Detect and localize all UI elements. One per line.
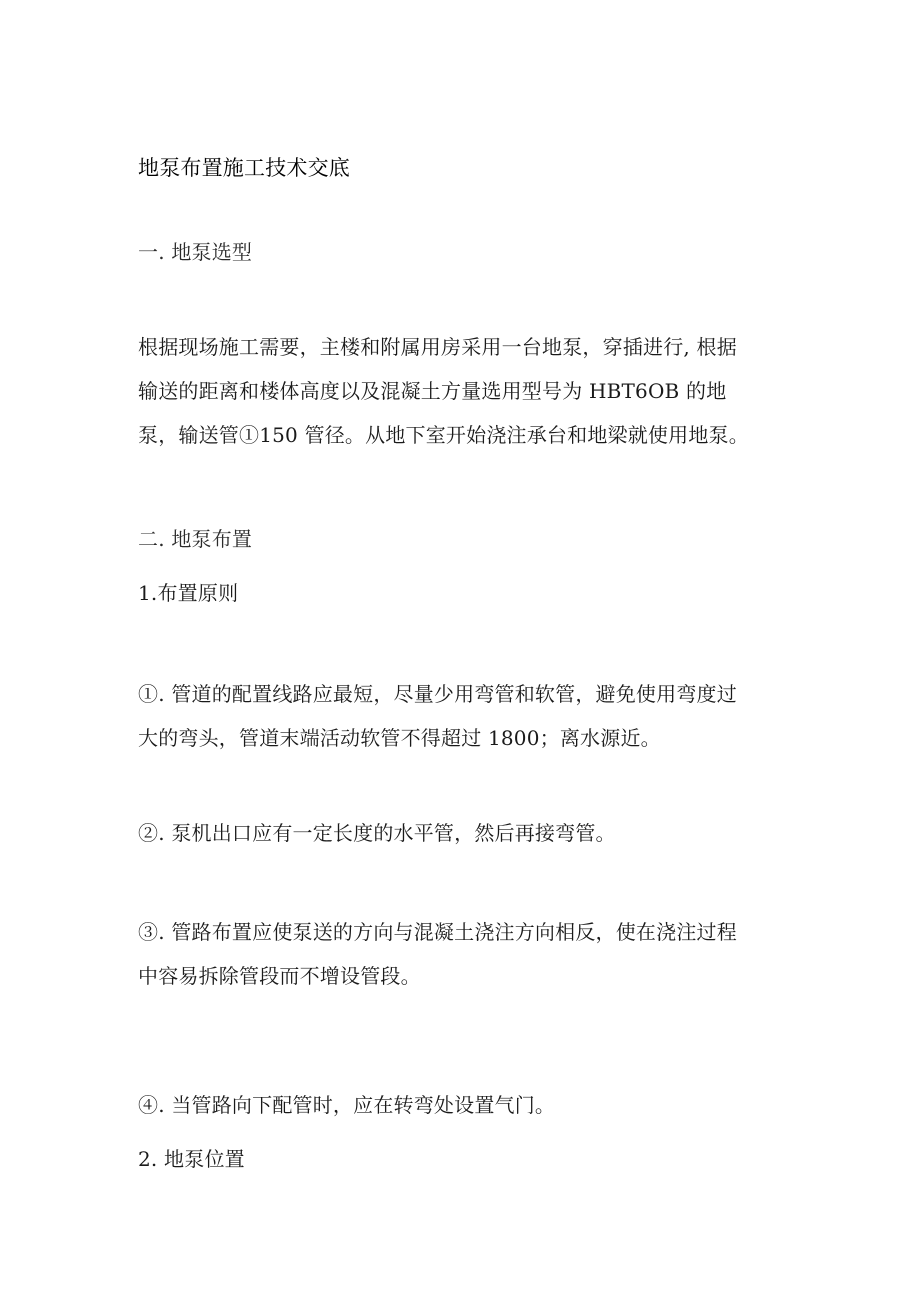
section-heading-pump-layout: 二. 地泵布置 [138, 527, 253, 551]
paragraph-line: 中容易拆除管段而不增设管段。 [138, 964, 421, 988]
section-heading-pump-selection: 一. 地泵选型 [138, 240, 253, 264]
paragraph-line: 泵，输送管①150 管径。从地下室开始浇注承台和地梁就使用地泵。 [138, 423, 749, 447]
paragraph-line: 根据现场施工需要，主楼和附属用房采用一台地泵，穿插进行, 根据 [138, 335, 737, 359]
paragraph-line: ①. 管道的配置线路应最短，尽量少用弯管和软管，避免使用弯度过 [138, 682, 737, 706]
document-title: 地泵布置施工技术交底 [138, 156, 350, 180]
paragraph-line: 输送的距离和楼体高度以及混凝土方量选用型号为 HBT6OB 的地 [138, 379, 727, 403]
paragraph-line: ③. 管路布置应使泵送的方向与混凝土浇注方向相反，使在浇注过程 [138, 920, 737, 944]
paragraph-principle-1 [138, 672, 783, 760]
paragraph-line: 大的弯头，管道末端活动软管不得超过 1800；离水源近。 [138, 726, 661, 750]
paragraph-pump-selection [138, 325, 783, 457]
paragraph-principle-4: ④. 当管路向下配管时，应在转弯处设置气门。 [138, 1093, 556, 1117]
paragraph-principle-2: ②. 泵机出口应有一定长度的水平管，然后再接弯管。 [138, 821, 616, 845]
paragraph-principle-3 [138, 910, 783, 998]
subsection-heading-pump-location: 2. 地泵位置 [138, 1147, 245, 1171]
subsection-heading-layout-principles: 1.布置原则 [138, 581, 239, 605]
